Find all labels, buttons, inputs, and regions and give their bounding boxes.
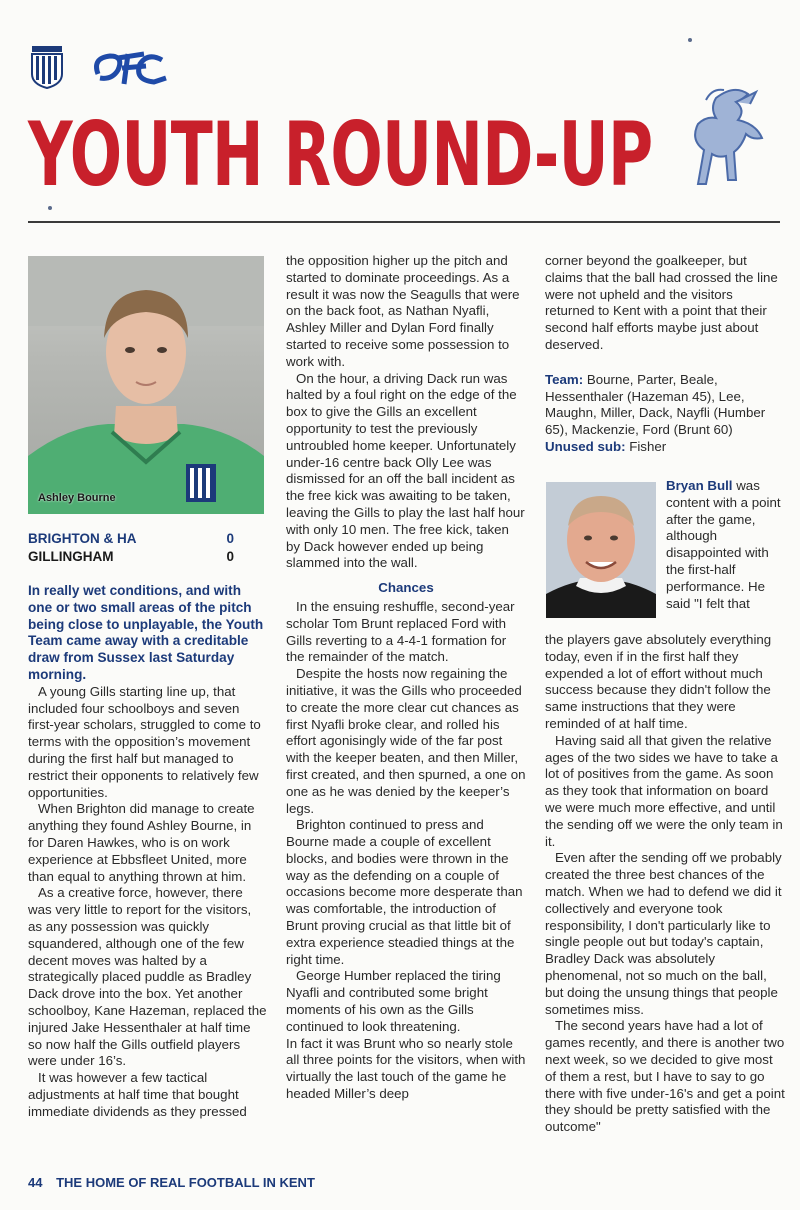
page-footer [28,1175,315,1190]
team-lineup [545,372,785,456]
article-paragraph: In the ensuing reshuffle, second-year scholar Tom Brunt replaced Ford with Gills reverting to a 4-4-1 formation for the remainder of the match. [286,598,515,665]
player-photo [28,256,264,514]
article-intro: In really wet conditions, and with one or two small areas of the pitch being close to unplayable, the Youth Team came away with a creditable draw from Sussex last Saturday morning. [28,583,264,682]
article-paragraph: Despite the hosts now regaining the initiative, it was the Gills who proceeded to create the more clear cut chances as first Nyafli broke clear, and rolled his effort agonisingly wide of the far post with the keeper beaten, and then Miller, first created, and then spurned, a one on one as he was denied by the keeper’s legs. [286,666,526,816]
unused-sub-list: Fisher [625,438,667,454]
score-row-away [28,548,264,566]
away-team: GILLINGHAM [28,549,114,564]
article-paragraph: In fact it was Brunt who so nearly stole all three points for the visitors, when with virtually the last touch of the game he headed Miller’s deep [286,1035,526,1102]
article-column-3 [545,253,785,456]
article-paragraph: George Humber replaced the tiring Nyafli and contributed some bright moments of his own as the Gills continued to look threatening. [286,968,501,1034]
print-speck [688,38,692,42]
article-paragraph: the opposition higher up the pitch and started to dominate proceedings. As a result it was now the Seagulls that were on the back foot, as Nathan Nyafli, Ashley Miller and Dylan Ford finally started to receive some possession to work with. [286,253,520,369]
scoreline [28,530,264,566]
quote-wrap [666,478,786,612]
away-score: 0 [226,549,234,564]
header-divider [28,221,780,223]
article-paragraph: Brighton continued to press and Bourne made a couple of excellent blocks, and bodies were thrown in the way as the defending on a couple of occasions become more desperate than was comfortable, the introduction of Brunt proving crucial as that little bit of extra experience steadied things at the right time. [286,817,523,967]
footer-tagline: THE HOME OF REAL FOOTBALL IN KENT [56,1175,315,1190]
page-title: YOUTH ROUND-UP [28,103,653,206]
club-crest-icon [30,44,64,90]
gfc-monogram-icon [88,48,168,90]
article-paragraph: On the hour, a driving Dack run was halted by a foul right on the edge of the box to give the Gills an excellent opportunity to test the previously untroubled home keeper. Unfortunately under-16 centre back Olly Lee was dismissed for an off the ball incident as the free kick was awaiting to be taken, leaving the Gills to play the last half hour with only 10 men. The free kick, taken by Dack however ended up being slammed into the wall. [286,370,525,571]
team-list: Bourne, Parter, Beale, Hessenthaler (Hazeman 45), Lee, Maughn, Miller, Dack, Nayfli (Humber 65), Mackenzie, Ford (Brunt 60) [545,371,766,438]
article-paragraph: Having said all that given the relative ages of the two sides we have to take a lot of positives from the game. As soon as they took that information on board we were much more effective, and until the sending off we were the only team in it. [545,732,783,849]
score-row-home [28,530,264,548]
article-paragraph: When Brighton did manage to create anything they found Ashley Bourne, in for Daren Hawkes, who is on work experience at Ebbsfleet United, more than equal to anything thrown at him. [28,801,255,884]
home-team: BRIGHTON & HA [28,531,137,546]
article-paragraph: A young Gills starting line up, that included four schoolboys and seven first-year scholars, struggled to come to terms with the opposition’s movement during the first half but managed to restrict their opponents to relatively few opportunities. [28,683,261,800]
print-speck [48,206,52,210]
unused-sub-label: Unused sub: [545,438,626,454]
quote-speaker: Bryan Bull [666,478,733,493]
article-column-1 [28,583,268,1121]
article-paragraph: corner beyond the goalkeeper, but claims that the ball had crossed the line were not upheld and the visitors returned to Kent with a point that their second half efforts maybe just about deserved. [545,253,778,352]
article-column-2 [286,253,526,1103]
invicta-horse-icon [676,80,772,200]
photo-caption: Ashley Bourne [38,492,116,504]
quote-wrap-text: was content with a point after the game, although disappointed with the first-half performance. He said "I felt that [666,478,781,611]
article-paragraph: It was however a few tactical adjustments at half time that bought immediate dividends as they pressed [28,1070,247,1119]
manager-photo [546,482,656,618]
page-number: 44 [28,1175,43,1190]
article-paragraph: Even after the sending off we probably created the three best chances of the match. When we had to defend we did it collectively and everyone took responsibility, I don't particularly like to single people out but today's captain, Bradley Dack was absolutely phenomenal, not so much on the ball, but doing the unsung things that people sometimes miss. [545,850,782,1017]
home-score: 0 [226,531,234,546]
article-paragraph: the players gave absolutely everything today, even if in the first half they expended a lot of effort without much success because they didn't follow the same instructions that they were reminded of at half time. [545,632,772,731]
article-paragraph: The second years have had a lot of games recently, and there is another two next week, so we decided to give most of them a rest, but I have to say to go there with five under-16's and get a point they should be pretty satisfied with the outcome" [545,1018,785,1135]
quote-body [545,632,785,1136]
article-paragraph: As a creative force, however, there was very little to report for the visitors, as any possession was quickly squandered, although one of the few decent moves was halted by a strategically placed puddle as Bradley Dack drove into the box. Yet another schoolboy, Kane Hazeman, replaced the injured Jake Hessenthaler at half time so now half the Gills outfield players were under 16’s. [28,885,267,1069]
team-label: Team: [545,371,584,387]
section-heading: Chances [378,580,434,596]
